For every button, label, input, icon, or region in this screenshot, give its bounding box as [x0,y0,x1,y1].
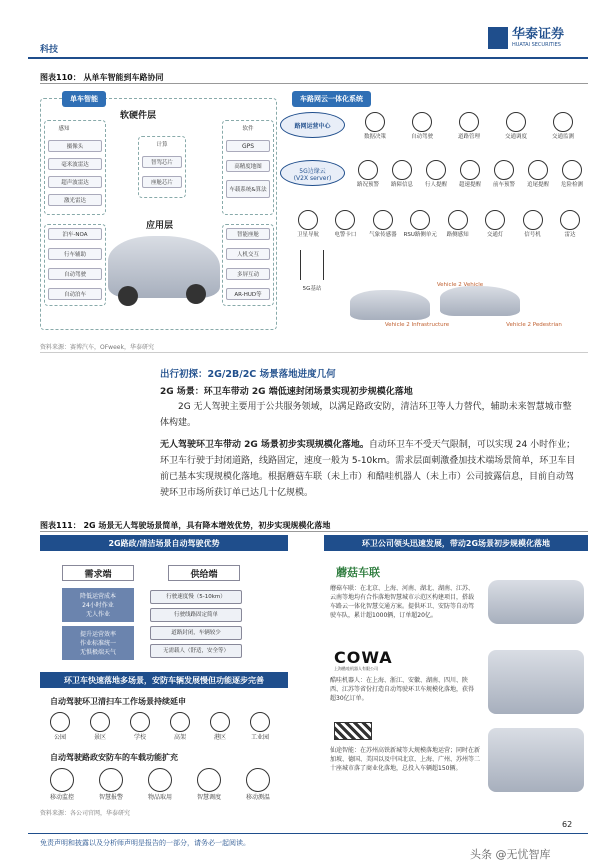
perception-item: 毫米波雷达 [48,158,102,170]
autowise-vehicle-image [488,728,584,792]
car-wheel [118,286,138,306]
supply-tab: 供给端 [168,565,240,581]
item-pickup-icon [148,768,172,792]
alarm-icon [99,768,123,792]
road-icon-label: RSU路侧单元 [403,232,437,238]
roadblock-icon [392,160,412,180]
cloud-icon-label: 道路管理 [457,134,480,140]
demand-item: 24小时作业 [82,602,114,609]
subheading-2g: 2G 场景：环卫车带动 2G 端低速封闭场景实现初步规模化落地 [160,387,413,397]
demand-block-cost [62,588,134,622]
patrol-functions-row [50,768,270,801]
scenario-label: 学校 [133,734,146,741]
demand-item: 无人作业 [85,611,110,618]
edge-icon-label: 超速提醒 [458,182,481,188]
connected-car [350,290,430,320]
supply-item: 无需载人（舒适，安全等） [150,644,242,658]
edge-icon-label: 追尾提醒 [526,182,549,188]
satellite-icon [298,210,318,230]
header-divider [28,57,588,59]
mobile-monitor-icon [50,768,74,792]
figure-111-source: 资料来源：各公司官网，华泰研究 [40,810,131,817]
app-item: AR-HUD等 [226,288,270,300]
demand-item: 无惧极端天气 [79,649,116,656]
cloud-icon-label: 数据决策 [363,134,386,140]
function-label: 移动测温 [245,794,270,801]
section-label: 科技 [40,45,59,55]
connected-car [440,286,520,316]
app-item: 泊车-NOA [48,228,102,240]
section-heading: 出行初探：2G/2B/2C 场景落地进度几何 [160,369,336,380]
park-icon [50,712,70,732]
figure-110-title: 图表110： 从单车智能到车路协同 [40,73,164,82]
road-icon-label: 雷达 [564,232,576,238]
paragraph: 2G 无人驾驶主要用于公共服务领域，以满足路政安防，清洁环卫等人力替代，辅助未来智慧城市整体构建。 [160,402,572,428]
app-item: 自动泊车 [48,288,102,300]
signal-controller-icon [523,210,543,230]
software-item: 车载系统&算法 [226,180,270,198]
app-item: 自动驾驶 [48,268,102,280]
v2i-label: Vehicle 2 Infrastructure [384,322,450,328]
port-icon [210,712,230,732]
demand-tab: 需求端 [62,565,134,581]
autonomous-driving-icon [412,112,432,132]
cowa-vehicle-image [488,650,584,714]
road-icon-label: 交通灯 [486,232,504,238]
thermometer-icon [246,768,270,792]
base-station-icon [300,250,324,280]
sweeper-scenarios-title: 自动驾驶环卫清扫车工作场景持续延申 [50,697,186,706]
compute-item: 座舱芯片 [142,176,182,188]
rear-end-icon [528,160,548,180]
figure-110-bottom-rule [40,352,588,353]
demand-block-efficiency [62,626,134,660]
supply-item: 道路封闭，车辆较少 [150,626,242,640]
paragraph-lead: 无人驾驶环卫车带动 2G 场景初步实现规模化落地。 [160,440,369,450]
footer-disclaimer: 免责声明和披露以及分析师声明是报告的一部分，请务必一起阅读。 [40,839,250,847]
school-icon [130,712,150,732]
v2p-label: Vehicle 2 Pedestrian [506,322,562,328]
edge-cloud-label: 5G边缘云 [299,168,326,175]
compute-item: 智驾芯片 [142,156,182,168]
base-station-label: 5G基站 [302,286,322,292]
logo-text: 华泰证券 [512,27,565,42]
pedestrian-icon [426,160,446,180]
paragraph-text: 自动环卫车不受天气限制，可以实现 24 小时作业；环卫车行驶于封闭道路，线路固定，速度一般为 5-10km。需求层面刺激叠加技术端场景简单，环卫车目前已基本实现规模化落地。根据蘑菇车联（未上市）和酷哇机器人（未上市）公司披露信息，目前自动驾驶环卫市场所获订单已达几十亿规模。 [160,440,576,498]
watermark: 头条 @无忧智库 [470,848,551,861]
scenario-label: 工业园 [250,734,269,741]
data-decision-icon [365,112,385,132]
weather-sensor-icon [373,210,393,230]
cloud-icon-label: 交通调度 [504,134,527,140]
dispatch-icon [197,768,221,792]
scenario-label: 港区 [213,734,226,741]
autowise-logo-icon [334,722,372,740]
paragraph [160,437,580,501]
scenic-area-icon [90,712,110,732]
car-wheel [186,284,206,304]
industrial-park-icon [250,712,270,732]
cloud-icon-label: 交通监测 [551,134,574,140]
cowa-logo: COWA [334,648,393,667]
rsu-icon [410,210,430,230]
demand-item: 提升运营效率 [79,631,116,638]
cloud-icon-row [354,112,584,140]
cowa-description: 酷哇机器人：在上海、浙江、安徽、湖南、四川、陕西、江苏等省份打造自动驾驶环卫车规模化落地，获得超30亿订单。 [330,677,475,702]
vehicle-road-cloud-tag: 车路网云一体化系统 [292,91,371,107]
edge-icon-label: 前车预警 [492,182,515,188]
cloud-operations-center: 路网运营中心 [280,112,345,138]
advantage-banner: 2G路政/清洁场景自动驾驶优势 [40,535,288,551]
app-item: 行车辅助 [48,248,102,260]
software-head: 软件 [242,126,254,132]
road-icon-label: 路侧感知 [446,232,469,238]
traffic-monitoring-icon [553,112,573,132]
perception-head: 感知 [58,126,70,132]
patrol-functions-title: 自动驾驶路政安防车的车载功能扩充 [50,753,178,762]
function-label: 智慧调度 [196,794,221,801]
software-item: 高精度地图 [226,160,270,172]
speeding-icon [460,160,480,180]
perception-item: 摄像头 [48,140,102,152]
app-item: 智能座舱 [226,228,270,240]
software-item: GPS [226,140,270,152]
edge-icon-label: 行人提醒 [424,182,447,188]
perception-item: 超声波雷达 [48,176,102,188]
perception-item: 激光雷达 [48,194,102,206]
v2v-label: Vehicle 2 Vehicle [436,282,484,288]
roadside-icon-row [290,210,588,238]
edge-icon-row [352,160,588,188]
deployment-banner: 环卫车快速落地多场景，安防车辆发展慢但功能逐步完善 [40,672,288,688]
figure-110-source: 资料来源：赛博汽车，OFweek，华泰研究 [40,344,154,351]
mogo-logo: 蘑菇车联 [336,566,380,579]
scenario-label: 景区 [93,734,106,741]
edge-cloud [280,160,345,186]
scenario-label: 高架 [173,734,186,741]
cloud-icon-label: 自动驾驶 [410,134,433,140]
sweeper-scenarios-row [50,712,270,741]
application-layer-title: 应用层 [146,221,174,231]
app-item: 多屏互动 [226,268,270,280]
function-label: 物品取用 [147,794,172,801]
demand-item: 作业标准统一 [79,640,116,647]
edge-icon-label: 路障信息 [390,182,413,188]
road-warning-icon [358,160,378,180]
software-layer-title: 软硬件层 [120,111,157,121]
scenario-label: 公园 [53,734,66,741]
mogo-description: 蘑菇车联：在北京、上海、河南、湖北、湖南、江苏、云南等地均有合作落地智慧城市示范区构建项目，搭载车路云一体化智慧交通方案。提供环卫、安防等自动驾驶车队，累计超1000辆，订单超20亿。 [330,585,475,619]
road-management-icon [459,112,479,132]
traffic-dispatch-icon [506,112,526,132]
front-car-icon [494,160,514,180]
page-number: 62 [562,820,573,829]
figure-110-rule [40,83,588,84]
road-icon-label: 信号机 [524,232,541,238]
logo-subtext: HUATAI SECURITIES [512,42,561,48]
elevated-road-icon [170,712,190,732]
edge-icon-label: 路况预警 [356,182,379,188]
app-item: 人机交互 [226,248,270,260]
road-icon-label: 气象传感器 [369,232,397,238]
figure-111-title: 图表111： 2G 场景无人驾驶场景简单，具有降本增效优势，初步实现规模化落地 [40,521,331,530]
compute-head: 计算 [156,142,168,148]
roadside-sensor-icon [448,210,468,230]
cowa-logo-sub: 上海酷哇机器人有限公司 [334,666,378,671]
supply-item: 行驶速度慢（5-10km） [150,590,242,604]
road-icon-label: 卫星导航 [296,232,319,238]
road-icon-label: 电警卡口 [334,232,357,238]
hazard-icon [562,160,582,180]
single-vehicle-tag: 单车智能 [62,91,106,107]
autowise-description: 仙途智能：在苏州高铁新城等大规模落地运营；同时在新加坡、德国、美国以及中国北京、上海、广州、苏州等二十座城市落了商业化落地，总投入车辆超150辆。 [330,747,481,772]
function-label: 移动监控 [50,794,75,801]
logo-mark-icon [488,27,508,49]
function-label: 智慧报警 [98,794,123,801]
companies-banner: 环卫公司领头迅速发展，带动2G场景初步规模化落地 [324,535,588,551]
supply-item: 行驶线路固定简单 [150,608,242,622]
demand-item: 降低运营成本 [79,593,116,600]
traffic-light-icon [485,210,505,230]
edge-icon-label: 危险检测 [560,182,583,188]
figure-111-rule [40,531,588,532]
footer-divider [28,833,588,834]
camera-icon [335,210,355,230]
edge-cloud-sublabel: (V2X server) [293,175,332,182]
radar-icon [560,210,580,230]
company-logo [488,22,588,54]
mogo-vehicle-image [488,580,584,624]
